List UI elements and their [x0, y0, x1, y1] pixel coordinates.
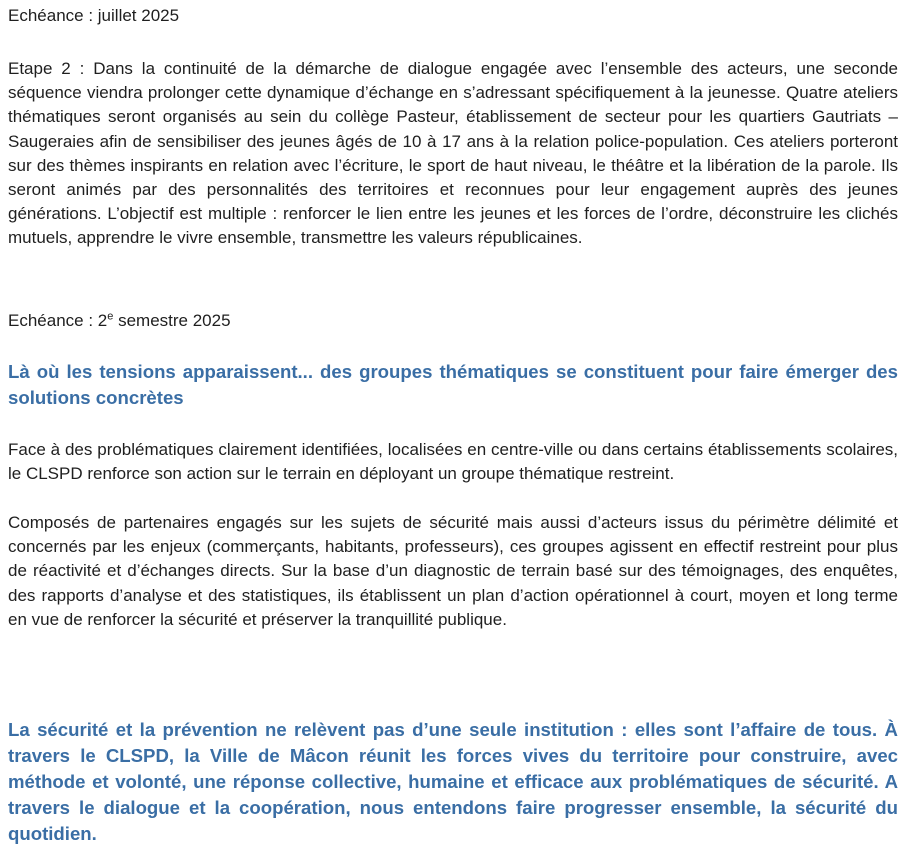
- paragraph-face-problematiques: Face à des problématiques clairement identifiées, localisées en centre-ville ou dans certains établissements scolaires, le CLSPD renforce son action sur le terrain en déployant un groupe thématique restreint.: [8, 440, 898, 484]
- conclusion-paragraph: La sécurité et la prévention ne relèvent pas d’une seule institution : elles sont l’affaire de tous. À travers le CLSPD, la Ville de Mâcon réunit les forces vives du territoire pour construire, avec méthode et volonté, une réponse collective, humaine et efficace aux problématiques de sécurité. A travers le dialogue et la coopération, nous entendons faire progresser ensemble, la sécurité du quotidien.: [8, 719, 898, 844]
- deadline-2-suffix: semestre 2025: [113, 311, 231, 330]
- deadline-second-semester-2025: [8, 309, 898, 333]
- paragraph-composes-partenaires: Composés de partenaires engagés sur les sujets de sécurité mais aussi d’acteurs issus du périmètre délimité et concernés par les enjeux (commerçants, habitants, professeurs), ces groupes agissent en effectif restreint pour plus de réactivité et d’échanges directs. Sur la base d’un diagnostic de terrain basé sur des témoignages, des enquêtes, des rapports d’analyse et des statistiques, ils établissent un plan d’action opérationnel à court, moyen et long terme en vue de renforcer la sécurité et préserver la tranquillité publique.: [8, 513, 898, 629]
- section-heading-tensions: Là où les tensions apparaissent... des groupes thématiques se constituent pour faire émerger des solutions concrètes: [8, 361, 898, 408]
- etape-2-paragraph: Etape 2 : Dans la continuité de la démarche de dialogue engagée avec l’ensemble des acteurs, une seconde séquence viendra prolonger cette dynamique d’échange en s’adressant spécifiquement à la jeunesse. Quatre ateliers thématiques seront organisés au sein du collège Pasteur, établissement de secteur pour les quartiers Gautriats – Saugeraies afin de sensibiliser des jeunes âgés de 10 à 17 ans à la relation police-population. Ces ateliers porteront sur des thèmes inspirants en relation avec l’écriture, le sport de haut niveau, le théâtre et la libération de la parole. Ils seront animés par des personnalités des territoires et reconnues pour leur engagement auprès des jeunes générations. L’objectif est multiple : renforcer le lien entre les jeunes et les forces de l’ordre, déconstruire les clichés mutuels, apprendre le vivre ensemble, transmettre les valeurs républicaines.: [8, 59, 898, 248]
- deadline-2-prefix: Echéance : 2: [8, 311, 108, 330]
- deadline-july-2025: Echéance : juillet 2025: [8, 6, 180, 25]
- deadline-2-superscript: e: [107, 310, 114, 323]
